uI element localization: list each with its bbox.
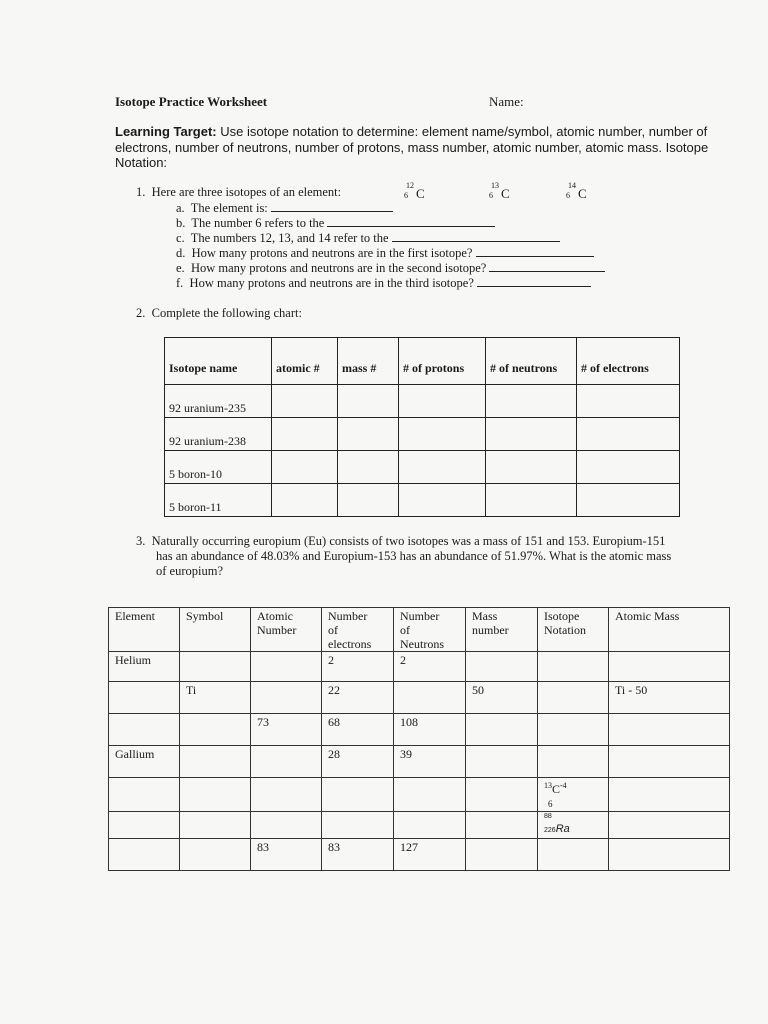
grid-cell[interactable]: [251, 778, 322, 812]
q1-part-c-blank[interactable]: [392, 231, 560, 242]
chart-cell[interactable]: [338, 418, 399, 451]
carbon-notation-atomic: 6: [548, 799, 553, 809]
grid-header-neutrons-l1: Number: [400, 609, 440, 623]
grid-cell-electrons: 68: [322, 714, 394, 746]
isotope-c14-mass: 14: [568, 181, 576, 190]
chart-cell[interactable]: [272, 418, 338, 451]
grid-cell[interactable]: [394, 812, 466, 839]
q1-part-e-letter: e.: [176, 261, 185, 275]
grid-header-neutrons-l2: of: [400, 623, 410, 637]
chart-cell[interactable]: [577, 484, 680, 517]
chart-cell[interactable]: [338, 385, 399, 418]
carbon-notation-symbol: C: [552, 782, 561, 796]
grid-header-atomic-mass: Atomic Mass: [609, 608, 730, 652]
q2-number: 2.: [136, 306, 146, 320]
grid-cell-element: Gallium: [109, 746, 180, 778]
grid-cell-neutrons: 127: [394, 839, 466, 871]
grid-cell[interactable]: [180, 714, 251, 746]
q1-part-d-blank[interactable]: [476, 246, 594, 257]
q1-part-a: [176, 201, 393, 216]
chart-cell[interactable]: [486, 484, 577, 517]
q1-part-b-text: The number 6 refers to the: [191, 216, 325, 230]
grid-header-atomic-l2: Number: [257, 623, 297, 637]
grid-cell[interactable]: [538, 682, 609, 714]
chart-cell[interactable]: [577, 451, 680, 484]
grid-cell[interactable]: [394, 778, 466, 812]
grid-cell[interactable]: [109, 812, 180, 839]
isotope-c12-atomic: 6: [404, 191, 408, 200]
grid-row-radium-notation: [109, 812, 730, 839]
q1-part-d-letter: d.: [176, 246, 186, 260]
grid-header-symbol: Symbol: [180, 608, 251, 652]
q1-part-f-blank[interactable]: [477, 276, 591, 287]
chart-row: [165, 418, 680, 451]
grid-header-notation-l2: Notation: [544, 623, 586, 637]
q1-part-c: [176, 231, 560, 246]
grid-row-carbon-notation: [109, 778, 730, 812]
chart-header-atomic: atomic #: [272, 338, 338, 385]
grid-header-electrons-l2: of: [328, 623, 338, 637]
chart-row: [165, 451, 680, 484]
grid-header-mass-l1: Mass: [472, 609, 498, 623]
grid-cell[interactable]: [466, 652, 538, 682]
chart-cell[interactable]: [577, 385, 680, 418]
grid-row-73: [109, 714, 730, 746]
chart-cell[interactable]: [486, 385, 577, 418]
grid-header-mass-l2: number: [472, 623, 509, 637]
q3-number: 3.: [136, 534, 146, 548]
grid-cell-neutrons: 39: [394, 746, 466, 778]
grid-header-atomic: [251, 608, 322, 652]
grid-header-neutrons: [394, 608, 466, 652]
chart-header-mass: mass #: [338, 338, 399, 385]
grid-cell[interactable]: [109, 839, 180, 871]
grid-cell-neutrons: 2: [394, 652, 466, 682]
grid-row-83: [109, 839, 730, 871]
grid-cell[interactable]: [109, 778, 180, 812]
grid-row-ti: [109, 682, 730, 714]
isotope-c14: [566, 181, 587, 202]
chart-header-neutrons: # of neutrons: [486, 338, 577, 385]
grid-row-gallium: [109, 746, 730, 778]
grid-cell[interactable]: [466, 839, 538, 871]
grid-cell-atomic: 73: [251, 714, 322, 746]
grid-cell[interactable]: [609, 839, 730, 871]
q1-part-f: [176, 276, 591, 291]
q1-part-b-letter: b.: [176, 216, 186, 230]
grid-cell[interactable]: [180, 839, 251, 871]
grid-cell[interactable]: [180, 778, 251, 812]
grid-cell[interactable]: [466, 746, 538, 778]
grid-cell-notation: [538, 778, 609, 812]
isotope-c13-mass: 13: [491, 181, 499, 190]
grid-cell-element: Helium: [109, 652, 180, 682]
grid-cell[interactable]: [609, 652, 730, 682]
chart-cell[interactable]: [577, 418, 680, 451]
grid-header-notation-l1: Isotope: [544, 609, 580, 623]
grid-cell-electrons: 83: [322, 839, 394, 871]
carbon-notation-charge: -4: [560, 781, 567, 790]
chart-cell[interactable]: [338, 451, 399, 484]
grid-cell[interactable]: [109, 714, 180, 746]
chart-cell[interactable]: [272, 451, 338, 484]
chart-cell[interactable]: [399, 484, 486, 517]
q1-part-a-text: The element is:: [190, 201, 268, 215]
isotope-c14-symbol: C: [578, 186, 587, 201]
chart-cell[interactable]: [486, 451, 577, 484]
learning-target-label: Learning Target:: [115, 124, 217, 139]
q1-part-f-text: How many protons and neutrons are in the third isotope?: [189, 276, 474, 290]
grid-cell[interactable]: [251, 682, 322, 714]
chart-cell-isotope: 5 boron-10: [165, 451, 272, 484]
q1-part-a-letter: a.: [176, 201, 185, 215]
grid-cell[interactable]: [609, 746, 730, 778]
grid-cell-neutrons: 108: [394, 714, 466, 746]
chart-cell[interactable]: [272, 385, 338, 418]
radium-notation-sub: 226: [544, 827, 556, 834]
element-grid: [108, 607, 730, 871]
q1-part-b-blank[interactable]: [327, 216, 495, 227]
grid-cell[interactable]: [251, 812, 322, 839]
q1-part-f-letter: f.: [176, 276, 184, 290]
grid-cell[interactable]: [466, 714, 538, 746]
grid-cell[interactable]: [394, 682, 466, 714]
q3-line1-text: Naturally occurring europium (Eu) consists of two isotopes was a mass of 151 and 153. Europium-151: [151, 534, 666, 548]
grid-header-neutrons-l3: Neutrons: [400, 637, 444, 651]
q1-prompt: [136, 185, 341, 200]
grid-cell[interactable]: [251, 746, 322, 778]
q1-part-d-text: How many protons and neutrons are in the first isotope?: [191, 246, 473, 260]
q1-part-e: [176, 261, 605, 276]
isotope-chart: [164, 337, 680, 517]
chart-row: [165, 385, 680, 418]
grid-header-row: [109, 608, 730, 652]
grid-header-mass: [466, 608, 538, 652]
grid-cell-mass: 50: [466, 682, 538, 714]
grid-cell-electrons: 2: [322, 652, 394, 682]
q3-line1: [136, 534, 665, 549]
name-label: Name:: [489, 94, 524, 109]
grid-cell[interactable]: [322, 778, 394, 812]
chart-cell-isotope: 5 boron-11: [165, 484, 272, 517]
grid-cell[interactable]: [466, 778, 538, 812]
chart-cell[interactable]: [338, 484, 399, 517]
q3-line3: of europium?: [156, 564, 223, 578]
isotope-c12-mass: 12: [406, 181, 414, 190]
learning-target-text: Use isotope notation to determine: element name/symbol, atomic number, number of electrons, number of neutrons, number of protons, mass number, atomic number, atomic mass. Isotope Notation:: [115, 124, 709, 170]
grid-header-element: Element: [109, 608, 180, 652]
isotope-c13-atomic: 6: [489, 191, 493, 200]
chart-cell[interactable]: [272, 484, 338, 517]
grid-cell-electrons: 28: [322, 746, 394, 778]
isotope-c12: [404, 181, 425, 202]
chart-row: [165, 484, 680, 517]
grid-cell-electrons: 22: [322, 682, 394, 714]
isotope-c14-atomic: 6: [566, 191, 570, 200]
chart-cell-isotope: 92 uranium-238: [165, 418, 272, 451]
radium-notation-top: 88: [544, 813, 552, 820]
q1-part-c-letter: c.: [176, 231, 185, 245]
grid-cell[interactable]: [538, 839, 609, 871]
grid-cell[interactable]: [538, 652, 609, 682]
carbon-notation-mass: 13: [544, 781, 552, 790]
grid-cell[interactable]: [180, 812, 251, 839]
grid-cell-notation: [538, 812, 609, 839]
radium-notation-symbol: Ra: [555, 823, 570, 835]
grid-cell[interactable]: [180, 652, 251, 682]
isotope-c13-symbol: C: [501, 186, 510, 201]
grid-cell-symbol: Ti: [180, 682, 251, 714]
grid-cell[interactable]: [538, 746, 609, 778]
grid-cell[interactable]: [322, 812, 394, 839]
chart-header-electrons: # of electrons: [577, 338, 680, 385]
grid-cell[interactable]: [251, 652, 322, 682]
chart-header-protons: # of protons: [399, 338, 486, 385]
q2-prompt: [136, 306, 302, 321]
grid-row-helium: [109, 652, 730, 682]
grid-header-electrons: [322, 608, 394, 652]
chart-cell[interactable]: [399, 418, 486, 451]
grid-header-electrons-l1: Number: [328, 609, 368, 623]
grid-cell[interactable]: [609, 812, 730, 839]
worksheet-title: Isotope Practice Worksheet: [115, 94, 268, 109]
q3-line2: has an abundance of 48.03% and Europium-153 has an abundance of 51.97%. What is the atomic mass: [156, 549, 672, 563]
grid-cell[interactable]: [609, 714, 730, 746]
q1-part-d: [176, 246, 594, 261]
chart-header-row: [165, 338, 680, 385]
grid-cell[interactable]: [466, 812, 538, 839]
grid-cell-atomic: 83: [251, 839, 322, 871]
q1-part-a-blank[interactable]: [271, 201, 393, 212]
learning-target: [115, 124, 745, 171]
chart-cell[interactable]: [399, 385, 486, 418]
grid-cell[interactable]: [609, 778, 730, 812]
grid-header-atomic-l1: Atomic: [257, 609, 293, 623]
chart-cell[interactable]: [399, 451, 486, 484]
isotope-c12-symbol: C: [416, 186, 425, 201]
q1-part-e-blank[interactable]: [489, 261, 605, 272]
grid-cell[interactable]: [180, 746, 251, 778]
chart-header-isotope-name: Isotope name: [165, 338, 272, 385]
q1-part-b: [176, 216, 495, 231]
q2-prompt-text: Complete the following chart:: [151, 306, 302, 320]
q1-prompt-text: Here are three isotopes of an element:: [151, 185, 342, 199]
grid-cell[interactable]: [538, 714, 609, 746]
chart-cell[interactable]: [486, 418, 577, 451]
grid-header-electrons-l3: electrons: [328, 637, 372, 651]
q1-number: 1.: [136, 185, 146, 199]
q1-part-c-text: The numbers 12, 13, and 14 refer to the: [190, 231, 389, 245]
chart-cell-isotope: 92 uranium-235: [165, 385, 272, 418]
grid-header-notation: [538, 608, 609, 652]
grid-cell-atomic-mass: Ti - 50: [609, 682, 730, 714]
q1-part-e-text: How many protons and neutrons are in the second isotope?: [190, 261, 487, 275]
grid-cell[interactable]: [109, 682, 180, 714]
isotope-c13: [489, 181, 510, 202]
